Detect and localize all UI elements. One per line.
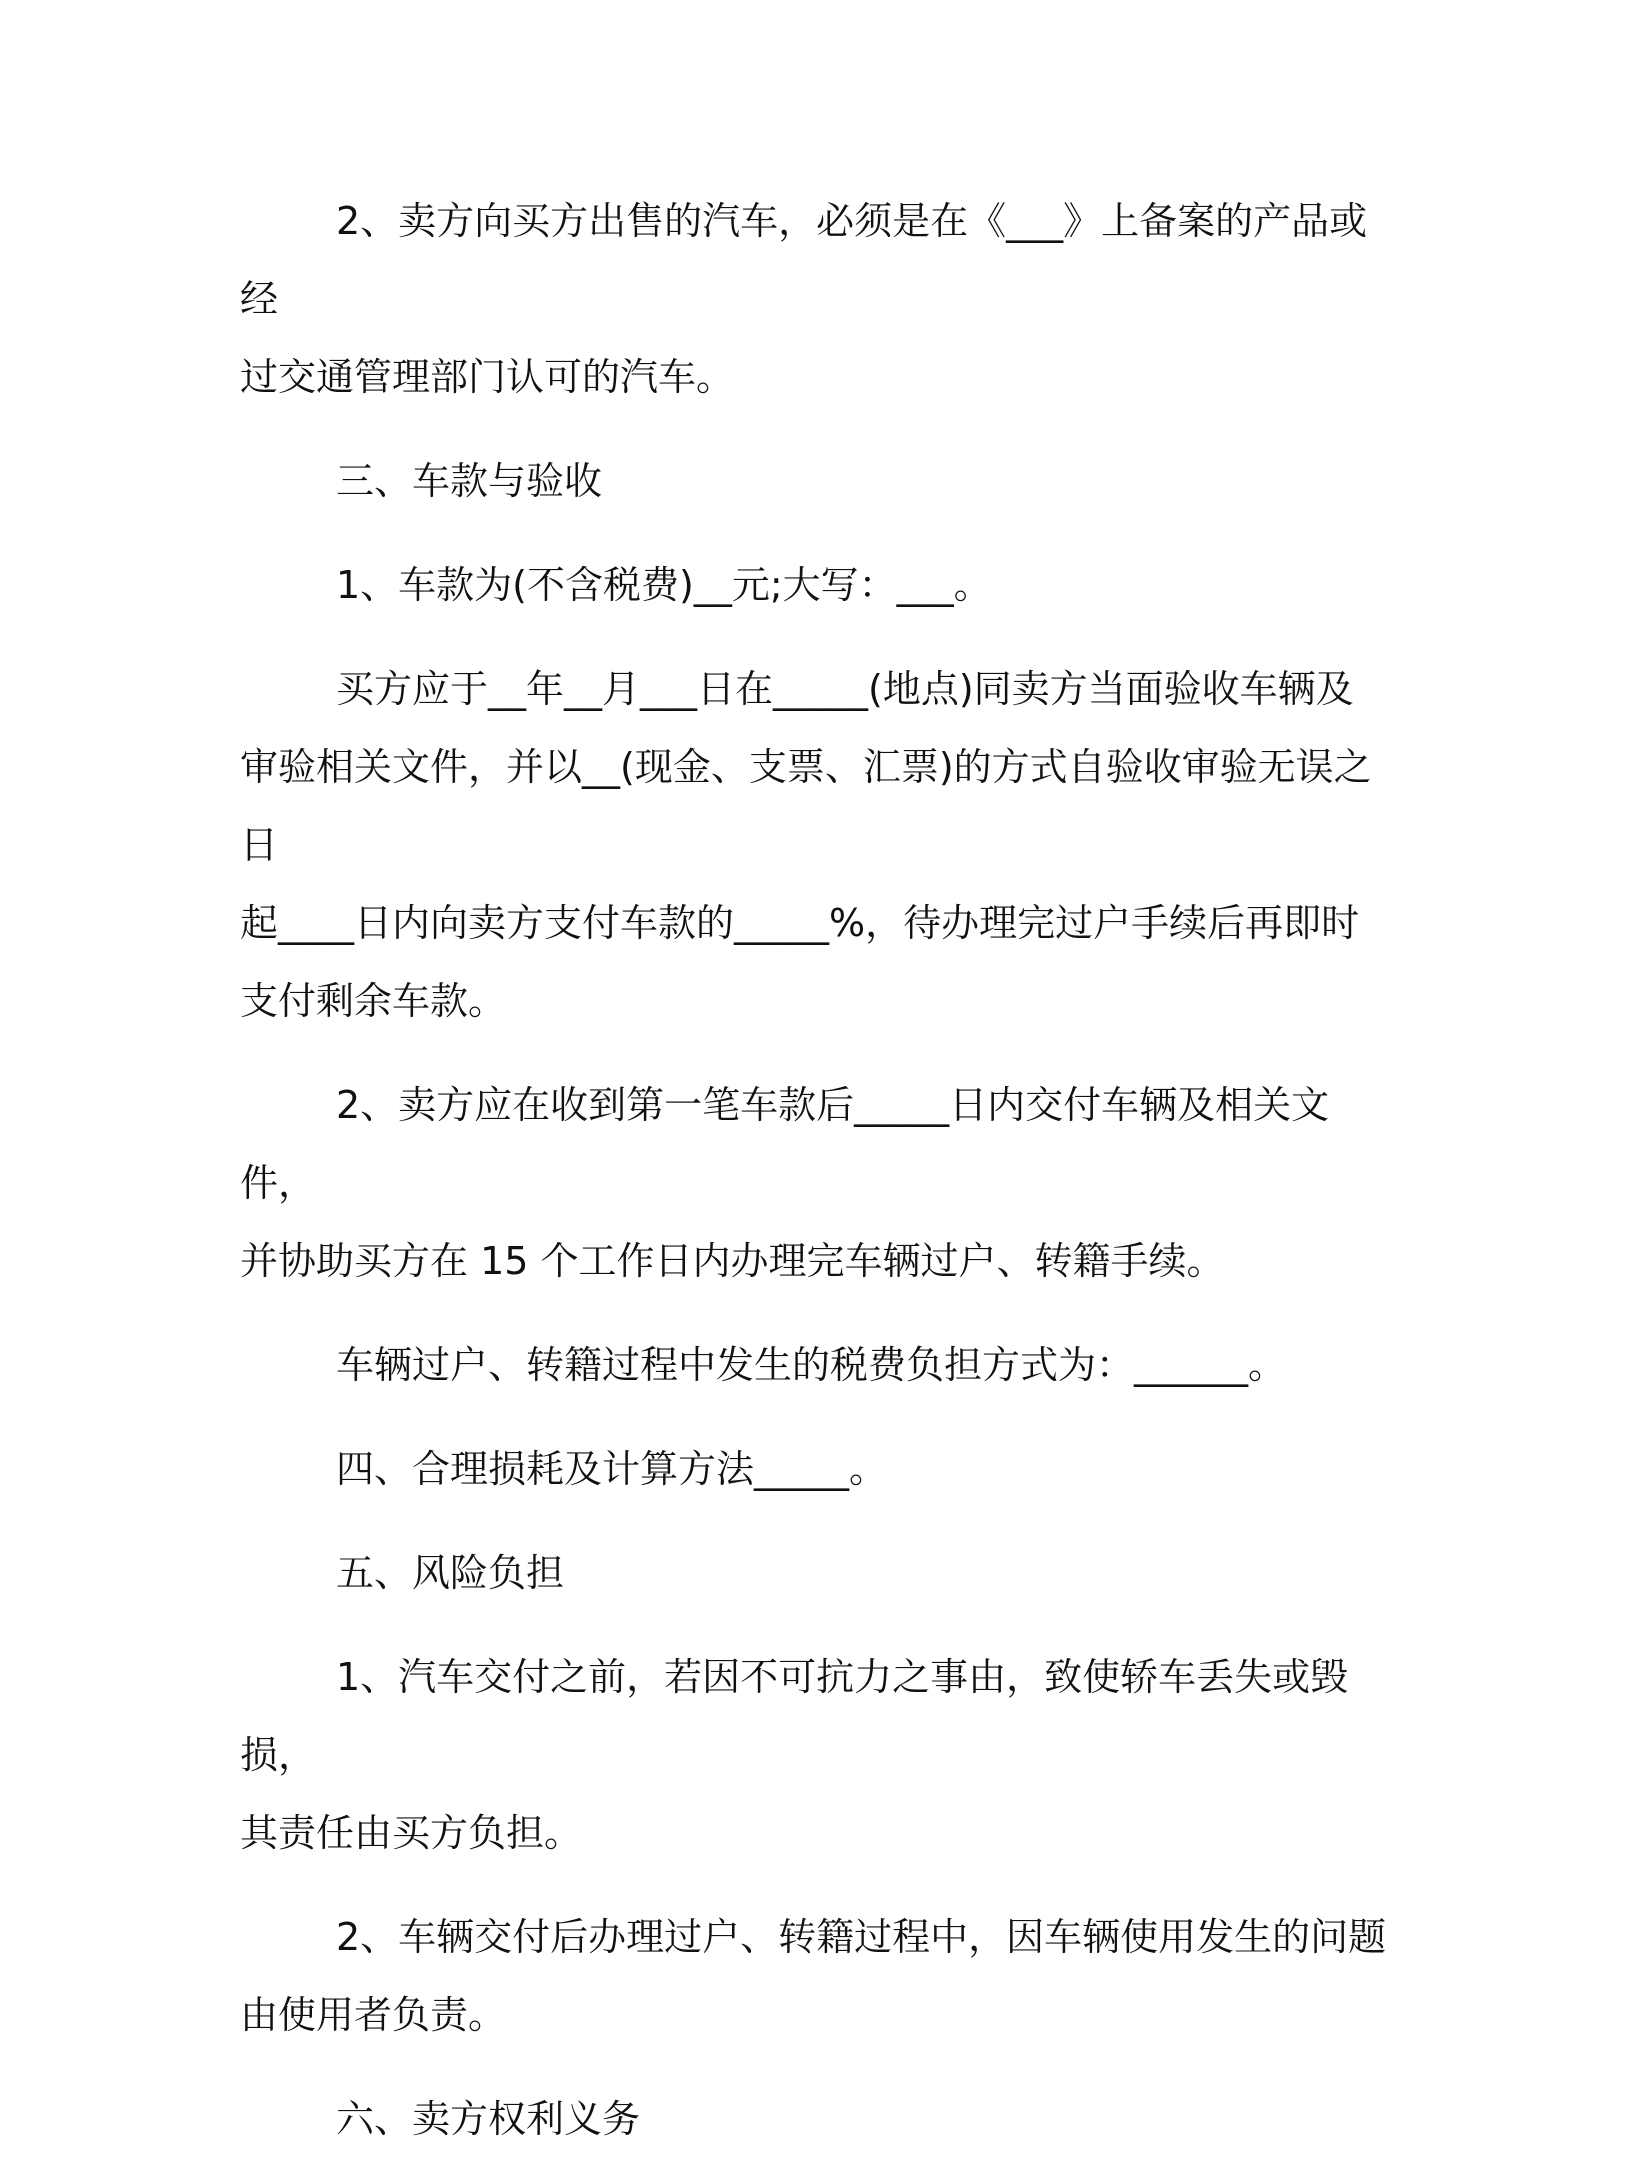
section-heading-seller-rights: [240, 2080, 1390, 2158]
paragraph-usage-responsibility: [240, 1898, 1390, 2054]
section-heading-text: 六、卖方权利义务: [336, 2097, 641, 2141]
section-heading-text: 五、风险负担: [336, 1551, 565, 1595]
section-heading-payment-acceptance: [240, 442, 1390, 520]
text-line: 由使用者负责。: [240, 1993, 507, 2037]
text-line: 支付剩余车款。: [240, 979, 507, 1023]
text-line: 并协助买方在 15 个工作日内办理完车辆过户、转籍手续。: [240, 1239, 1225, 1283]
document-body: [240, 182, 1390, 2184]
text-line: 其责任由买方负担。: [240, 1811, 583, 1855]
section-heading-reasonable-loss: [240, 1430, 1390, 1508]
section-heading-text: 三、车款与验收: [336, 459, 603, 503]
section-heading-risk: [240, 1534, 1390, 1612]
paragraph-force-majeure: [240, 1638, 1390, 1872]
paragraph-buyer-inspection-payment: [240, 650, 1390, 1040]
text-line: 过交通管理部门认可的汽车。: [240, 355, 735, 399]
text-line: 起____日内向卖方支付车款的_____%，待办理完过户手续后再即时: [240, 901, 1360, 945]
text-line: 1、汽车交付之前，若因不可抗力之事由，致使轿车丢失或毁损，: [240, 1655, 1349, 1777]
paragraph-delivery-transfer: [240, 1066, 1390, 1300]
section-heading-text: 四、合理损耗及计算方法_____。: [336, 1447, 888, 1491]
paragraph-seller-vehicle-registration: [240, 182, 1390, 416]
text-line: 买方应于__年__月___日在_____(地点)同卖方当面验收车辆及: [336, 667, 1354, 711]
text-line: 2、卖方应在收到第一笔车款后_____日内交付车辆及相关文件，: [240, 1083, 1330, 1205]
paragraph-price: [240, 546, 1390, 624]
text-line: 审验相关文件，并以__(现金、支票、汇票)的方式自验收审验无误之日: [240, 745, 1372, 867]
text-line: 车辆过户、转籍过程中发生的税费负担方式为：______。: [336, 1343, 1287, 1387]
text-line: 1、车款为(不含税费)__元;大写：___。: [336, 563, 992, 607]
text-line: 2、车辆交付后办理过户、转籍过程中，因车辆使用发生的问题: [336, 1915, 1387, 1959]
paragraph-tax-burden: [240, 1326, 1390, 1404]
text-line: 2、卖方向买方出售的汽车，必须是在《___》上备案的产品或经: [240, 199, 1368, 321]
